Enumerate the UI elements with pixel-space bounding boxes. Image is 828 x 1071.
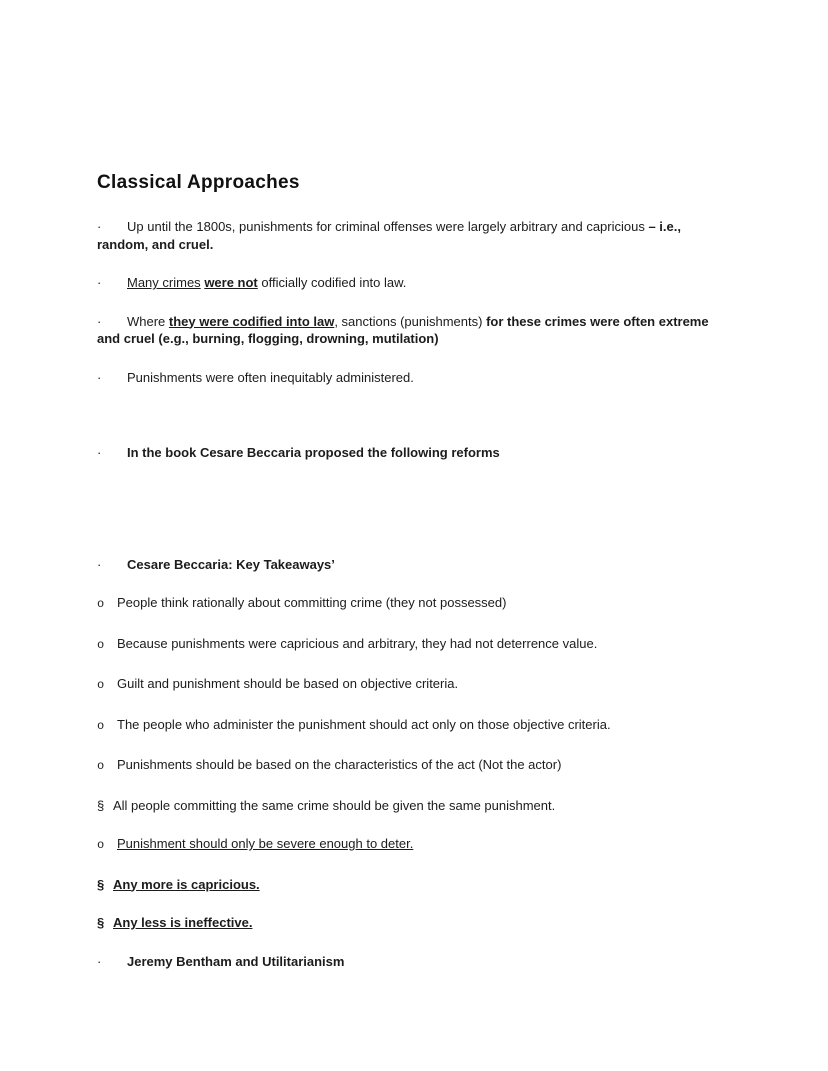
text-segment: for these crimes were often extreme and cruel (e.g., burning, flogging, drowning, mutilation) — [97, 313, 709, 346]
bullet-marker: · — [97, 369, 102, 385]
text-segment: Any more is capricious. — [113, 876, 260, 892]
list-item — [97, 274, 730, 292]
bullet-marker: o — [97, 838, 105, 852]
list-item — [97, 756, 730, 776]
text-segment: – i.e., random, and cruel. — [97, 219, 681, 252]
bullet-marker: o — [97, 637, 105, 652]
bullet-marker: § — [97, 797, 105, 813]
bullet-marker: § — [97, 876, 105, 892]
text-segment: Jeremy Bentham and Utilitarianism — [127, 953, 345, 969]
list-item — [97, 556, 730, 574]
list-item — [97, 218, 730, 253]
text-segment: were not — [204, 275, 258, 290]
bullet-marker: · — [97, 275, 102, 290]
text-segment: Punishments should be based on the characteristics of the act (Not the actor) — [117, 757, 562, 772]
bullet-marker: · — [97, 219, 102, 234]
text-segment: The people who administer the punishment should act only on those objective criteria. — [117, 716, 611, 732]
text-segment: they were codified into law — [168, 313, 335, 329]
text-segment: Because punishments were capricious and arbitrary, they had not deterrence value. — [117, 635, 598, 651]
bullet-marker: o — [97, 678, 105, 692]
text-segment: Many crimes — [127, 275, 201, 290]
list-item — [97, 635, 730, 655]
list-item — [97, 444, 730, 462]
bullet-marker: o — [97, 718, 105, 733]
spacer — [97, 483, 730, 556]
bullet-marker: o — [97, 759, 105, 773]
list-item — [97, 835, 730, 855]
list-item — [97, 914, 730, 932]
bullet-marker: § — [97, 915, 105, 930]
spacer — [97, 407, 730, 444]
bullet-marker: · — [97, 445, 102, 460]
text-segment: Guilt and punishment should be based on objective criteria. — [117, 676, 459, 691]
text-segment: Punishment should only be severe enough to deter. — [117, 836, 414, 851]
bullet-marker: o — [97, 597, 105, 611]
list-item — [97, 876, 730, 894]
text-segment: Up until the 1800s, punishments for criminal offenses were largely arbitrary and capricious — [127, 219, 649, 234]
text-segment: Where — [127, 313, 169, 329]
text-segment: , sanctions (punishments) — [334, 313, 487, 329]
list-item — [97, 716, 730, 736]
text-segment: People think rationally about committing crime (they not possessed) — [117, 595, 507, 610]
document-body — [97, 218, 730, 970]
text-segment: Any less is ineffective. — [113, 915, 253, 930]
text-segment: Punishments were often inequitably administered. — [127, 369, 414, 385]
bullet-marker: · — [97, 313, 102, 329]
list-item — [97, 313, 730, 348]
text-segment: In the book Cesare Beccaria proposed the following reforms — [127, 445, 500, 460]
bullet-marker: · — [97, 953, 102, 969]
list-item — [97, 953, 730, 971]
text-segment: All people committing the same crime should be given the same punishment. — [113, 797, 556, 813]
text-segment: Cesare Beccaria: Key Takeaways’ — [127, 556, 335, 572]
list-item — [97, 594, 730, 614]
text-segment: officially codified into law. — [257, 275, 407, 290]
list-item — [97, 369, 730, 387]
list-item — [97, 675, 730, 695]
document-heading: Classical Approaches — [97, 172, 300, 193]
bullet-marker: · — [97, 556, 102, 572]
list-item — [97, 797, 730, 815]
